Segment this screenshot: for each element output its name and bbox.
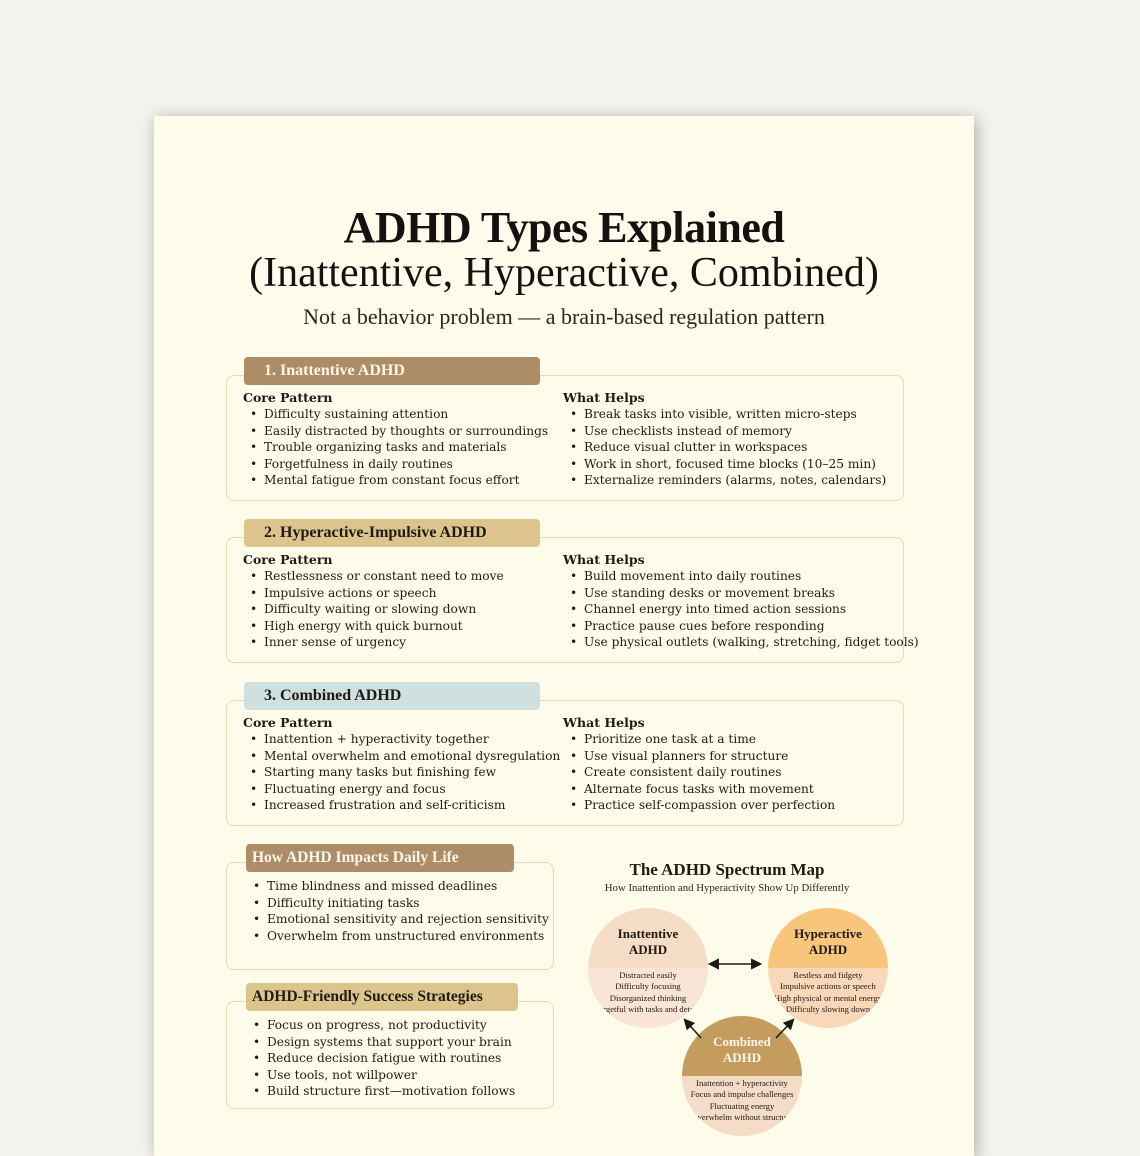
- inattentive-section: [226, 375, 904, 501]
- page-title: ADHD Types Explained: [343, 203, 785, 252]
- hyperactive-circle: [768, 908, 888, 1028]
- list-item: • Use visual planners for structure: [584, 748, 903, 765]
- circle-label: [682, 1034, 802, 1066]
- list-item: • Use tools, not willpower: [267, 1067, 515, 1084]
- strategies-box: [226, 1001, 554, 1109]
- list-item: • Prioritize one task at a time: [584, 731, 903, 748]
- core-pattern-label: Core Pattern: [243, 552, 333, 567]
- combined-tab: 3. Combined ADHD: [244, 682, 540, 710]
- what-helps-label: What Helps: [563, 552, 645, 567]
- desc-line: Fluctuating energy: [709, 1100, 775, 1111]
- desc-line: Difficulty slowing down: [785, 1003, 871, 1014]
- list-item: • Use standing desks or movement breaks: [584, 585, 903, 602]
- desc-line: Focus and impulse challenges: [690, 1089, 794, 1100]
- desc-line: Inattention + hyperactivity: [696, 1078, 788, 1088]
- list-item: • Difficulty initiating tasks: [267, 895, 549, 912]
- list-item: • Design systems that support your brain: [267, 1034, 515, 1051]
- list-item: • Restlessness or constant need to move: [264, 568, 563, 585]
- list-item: • Reduce visual clutter in workspaces: [584, 439, 903, 456]
- desc-line: Difficulty focusing: [615, 981, 681, 992]
- list-item: • Practice self-compassion over perfection: [584, 797, 903, 814]
- circle-description: [588, 970, 708, 1015]
- page-title-line2: (Inattentive, Hyperactive, Combined): [249, 250, 879, 296]
- list-item: • Inner sense of urgency: [264, 634, 563, 651]
- page-subtitle: Not a behavior problem — a brain-based regulation pattern: [303, 304, 825, 329]
- circle-label-line: ADHD: [808, 942, 848, 957]
- list-item: • Work in short, focused time blocks (10–25 min): [584, 456, 903, 473]
- circle-label: [588, 926, 708, 958]
- combined-section: [226, 700, 904, 826]
- list-item: • Use checklists instead of memory: [584, 423, 903, 440]
- circle-description: [768, 970, 888, 1015]
- circle-label: [768, 926, 888, 958]
- list-item: • Use physical outlets (walking, stretching, fidget tools): [584, 634, 903, 651]
- circle-label-line: Inattentive: [617, 926, 679, 941]
- core-pattern-label: Core Pattern: [243, 390, 333, 405]
- circle-label-line: ADHD: [628, 942, 668, 957]
- spectrum-map-subtitle: How Inattention and Hyperactivity Show Up Differently: [604, 882, 850, 894]
- desc-line: Overwhelm without structure: [691, 1111, 793, 1122]
- circle-label-line: Hyperactive: [794, 926, 862, 941]
- list-item: • Fluctuating energy and focus: [264, 781, 563, 798]
- list-item: • Alternate focus tasks with movement: [584, 781, 903, 798]
- list-item: • Overwhelm from unstructured environments: [267, 928, 549, 945]
- list-item: • Channel energy into timed action sessions: [584, 601, 903, 618]
- list-item: • Easily distracted by thoughts or surroundings: [264, 423, 563, 440]
- list-item: • Focus on progress, not productivity: [267, 1017, 515, 1034]
- impacts-tab: How ADHD Impacts Daily Life: [246, 844, 514, 872]
- list-item: • Reduce decision fatigue with routines: [267, 1050, 515, 1067]
- list-item: • Starting many tasks but finishing few: [264, 764, 563, 781]
- list-item: • Build movement into daily routines: [584, 568, 903, 585]
- list-item: • Emotional sensitivity and rejection sensitivity: [267, 911, 549, 928]
- list-item: • Trouble organizing tasks and materials: [264, 439, 563, 456]
- list-item: • Break tasks into visible, written micro-steps: [584, 406, 903, 423]
- list-item: • Time blindness and missed deadlines: [267, 878, 549, 895]
- list-item: • Create consistent daily routines: [584, 764, 903, 781]
- desc-line: Forgetful with tasks and details: [594, 1003, 702, 1014]
- what-helps-column: [563, 715, 903, 814]
- list-item: • Increased frustration and self-criticism: [264, 797, 563, 814]
- core-pattern-column: [243, 390, 563, 489]
- impacts-box: [226, 862, 554, 970]
- combined-circle: [682, 1016, 802, 1136]
- circle-label-line: Combined: [713, 1034, 771, 1049]
- list-item: • Build structure first—motivation follows: [267, 1083, 515, 1100]
- hyperactive-tab: 2. Hyperactive-Impulsive ADHD: [244, 519, 540, 547]
- what-helps-column: [563, 390, 903, 489]
- desc-line: Restless and fidgety: [793, 970, 863, 980]
- core-pattern-column: [243, 552, 563, 651]
- worksheet-page: [154, 116, 974, 1156]
- desc-line: Impulsive actions or speech: [780, 981, 876, 992]
- list-item: • Mental fatigue from constant focus effort: [264, 472, 563, 489]
- inattentive-tab: 1. Inattentive ADHD: [244, 357, 540, 385]
- list-item: • Difficulty sustaining attention: [264, 406, 563, 423]
- circle-description: [682, 1078, 802, 1123]
- core-pattern-label: Core Pattern: [243, 715, 333, 730]
- list-item: • Externalize reminders (alarms, notes, calendars): [584, 472, 903, 489]
- inattentive-circle: [588, 908, 708, 1028]
- what-helps-label: What Helps: [563, 390, 645, 405]
- list-item: • Impulsive actions or speech: [264, 585, 563, 602]
- list-item: • Inattention + hyperactivity together: [264, 731, 563, 748]
- what-helps-column: [563, 552, 919, 651]
- desc-line: Distracted easily: [619, 970, 677, 980]
- desc-line: High physical or mental energy: [773, 992, 883, 1003]
- list-item: • Difficulty waiting or slowing down: [264, 601, 563, 618]
- list-item: • High energy with quick burnout: [264, 618, 563, 635]
- hyperactive-section: [226, 537, 919, 663]
- list-item: • Practice pause cues before responding: [584, 618, 903, 635]
- desc-line: Disorganized thinking: [609, 992, 687, 1003]
- strategies-tab: ADHD-Friendly Success Strategies: [246, 983, 518, 1011]
- core-pattern-column: [243, 715, 563, 814]
- what-helps-label: What Helps: [563, 715, 645, 730]
- list-item: • Mental overwhelm and emotional dysregulation: [264, 748, 563, 765]
- list-item: • Forgetfulness in daily routines: [264, 456, 563, 473]
- spectrum-map-title: The ADHD Spectrum Map: [629, 860, 825, 879]
- circle-label-line: ADHD: [722, 1050, 762, 1065]
